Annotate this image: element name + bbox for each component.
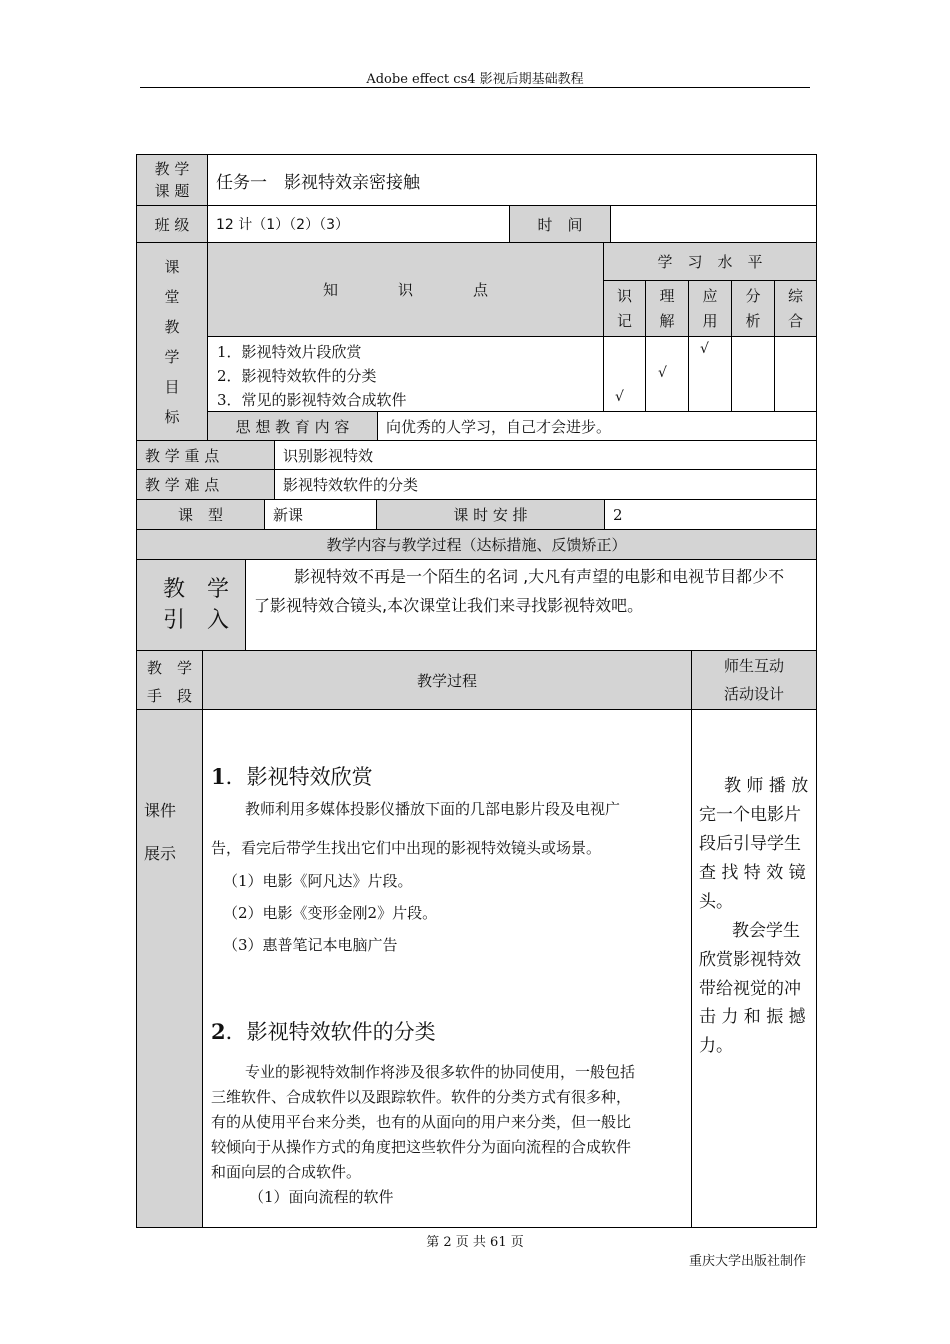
level-apply: 应 用	[688, 280, 732, 337]
key-point-label: 教 学 重 点	[136, 440, 275, 470]
knowledge-item-1: 1．影视特效片段欣赏	[217, 343, 362, 361]
check-mark: √	[700, 341, 709, 357]
section2-line-5: 和面向层的合成软件。	[211, 1163, 362, 1181]
interaction-cell	[691, 709, 817, 1228]
time-value	[610, 205, 817, 243]
level-cell-recall	[603, 336, 646, 412]
section1-para-line1: 教师利用多媒体投影仪播放下面的几部电影片段及电视广	[245, 800, 621, 818]
level-synthesize: 综 合	[774, 280, 817, 337]
key-point-value: 识别影视特效	[274, 440, 817, 470]
interaction-line-5: 头。	[699, 892, 733, 912]
process-cell	[202, 709, 692, 1228]
knowledge-list	[207, 336, 604, 412]
section1-heading	[211, 761, 373, 791]
level-header: 学 习 水 平	[603, 242, 817, 281]
section1-item-2: （2）电影《变形金刚2》片段。	[223, 904, 438, 922]
difficulty-value: 影视特效软件的分类	[274, 469, 817, 500]
difficulty-label: 教 学 难 点	[136, 469, 275, 500]
means-line2: 展示	[144, 844, 177, 863]
check-mark: √	[615, 389, 624, 405]
intro-text-line1: 影视特效不再是一个陌生的名词 ,大凡有声望的电影和电视节目都少不	[294, 567, 785, 586]
interaction-line-1: 教 师 播 放	[724, 776, 809, 796]
section1-item-1: （1）电影《阿凡达》片段。	[223, 872, 413, 890]
level-recall: 识 记	[603, 280, 646, 337]
intro-label-line1: 教 学	[163, 577, 230, 602]
knowledge-item-2: 2．影视特效软件的分类	[217, 367, 377, 385]
section2-title: ．影视特效软件的分类	[225, 1020, 436, 1044]
check-mark: √	[658, 365, 667, 381]
section2-sub: （1）面向流程的软件	[249, 1188, 394, 1206]
means-line1: 课件	[144, 801, 177, 820]
interaction-header: 师生互动 活动设计	[691, 650, 817, 710]
interaction-line-9: 击 力 和 振 撼	[699, 1007, 806, 1027]
time-label: 时 间	[509, 205, 611, 243]
ideology-value: 向优秀的人学习，自己才会进步。	[377, 411, 817, 441]
level-cell-synthesize	[774, 336, 817, 412]
lesson-type-label: 课 型	[136, 499, 265, 530]
publisher: 重庆大学出版社制作	[688, 1254, 806, 1269]
ideology-label: 思 想 教 育 内 容	[207, 411, 378, 441]
intro-label-line2: 引 入	[163, 608, 230, 633]
level-cell-understand	[645, 336, 689, 412]
means-header: 教 学 手 段	[136, 650, 203, 710]
class-label: 班 级	[136, 205, 208, 243]
lesson-hours-label: 课 时 安 排	[376, 499, 605, 530]
means-cell	[136, 709, 203, 1228]
interaction-line-6: 教会学生	[732, 921, 800, 941]
section1-title: ．影视特效欣赏	[225, 765, 373, 789]
section2-line-3: 有的从使用平台来分类，也有的从面向的用户来分类，但一般比	[211, 1113, 632, 1131]
header-rule	[140, 87, 810, 88]
section2-line-4: 较倾向于从操作方式的角度把这些软件分为面向流程的合成软件	[211, 1138, 632, 1156]
section1-item-3: （3）惠普笔记本电脑广告	[223, 936, 398, 954]
section2-heading	[211, 1016, 436, 1046]
section2-num: 2	[211, 1019, 226, 1044]
section2-line-1: 专业的影视特效制作将涉及很多软件的协同使用，一般包括	[245, 1063, 636, 1081]
interaction-line-10: 力。	[699, 1036, 733, 1056]
lesson-type-value: 新课	[264, 499, 377, 530]
level-cell-analyze	[731, 336, 775, 412]
intro-label	[136, 559, 246, 651]
section2-line-2: 三维软件、合成软件以及跟踪软件。软件的分类方式有很多种，	[211, 1088, 632, 1106]
intro-text	[245, 559, 817, 651]
level-cell-apply	[688, 336, 732, 412]
class-value: 12 计（1）（2）（3）	[207, 205, 510, 243]
process-banner: 教学内容与教学过程（达标措施、反馈矫正）	[136, 529, 817, 560]
intro-text-line2: 了影视特效合镜头,本次课堂让我们来寻找影视特效吧。	[254, 596, 644, 615]
knowledge-item-3: 3．常见的影视特效合成软件	[217, 391, 407, 409]
interaction-line-7: 欣赏影视特效	[699, 950, 801, 970]
lesson-hours-value: 2	[604, 499, 817, 530]
level-understand: 理 解	[645, 280, 689, 337]
topic-label: 教 学 课 题	[136, 154, 208, 206]
section1-para-line2: 告，看完后带学生找出它们中出现的影视特效镜头或场景。	[211, 839, 602, 857]
topic-value: 任务一 影视特效亲密接触	[207, 154, 817, 206]
running-header: Adobe effect cs4 影视后期基础教程	[366, 72, 584, 87]
page-number: 第 2 页 共 61 页	[426, 1235, 524, 1250]
interaction-line-3: 段后引导学生	[699, 834, 801, 854]
objectives-side-label: 课 堂 教 学 目 标	[136, 242, 208, 441]
interaction-line-8: 带给视觉的冲	[699, 979, 801, 999]
process-header: 教学过程	[202, 650, 692, 710]
level-analyze: 分 析	[731, 280, 775, 337]
knowledge-header: 知 识 点	[207, 242, 604, 337]
interaction-line-2: 完一个电影片	[699, 805, 801, 825]
interaction-line-4: 查 找 特 效 镜	[699, 863, 806, 883]
section1-num: 1	[211, 764, 226, 789]
